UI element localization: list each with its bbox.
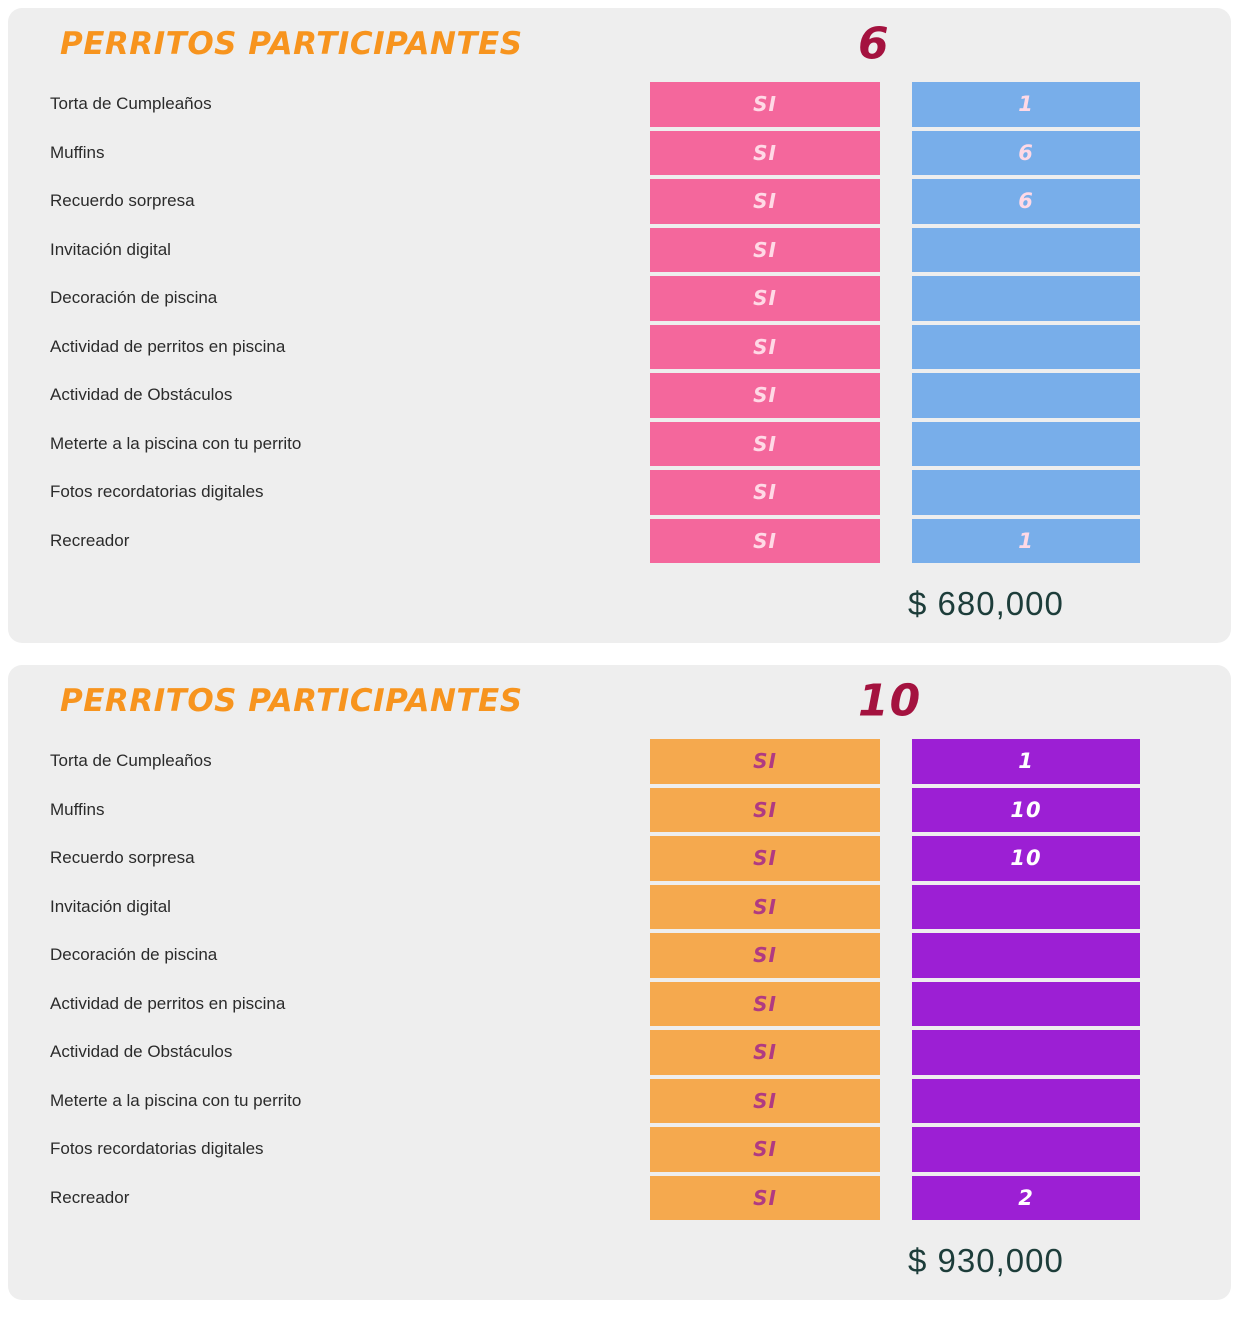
package-panel-6 xyxy=(8,8,1231,643)
quantity-cell xyxy=(912,1030,1140,1075)
feature-label: Meterte a la piscina con tu perrito xyxy=(50,433,302,453)
quantity-cell xyxy=(912,1079,1140,1124)
table-row xyxy=(8,323,1231,372)
feature-label: Meterte a la piscina con tu perrito xyxy=(50,1090,302,1110)
panel-footer xyxy=(8,1222,1231,1300)
table-row xyxy=(8,834,1231,883)
included-cell: SI xyxy=(650,276,880,321)
feature-label: Fotos recordatorias digitales xyxy=(50,482,264,502)
quantity-cell xyxy=(912,422,1140,467)
table-row xyxy=(8,274,1231,323)
quantity-cell xyxy=(912,325,1140,370)
table-row xyxy=(8,129,1231,178)
panel-header xyxy=(8,8,1231,80)
included-cell: SI xyxy=(650,470,880,515)
quantity-cell: 6 xyxy=(912,179,1140,224)
table-row xyxy=(8,517,1231,566)
table-row xyxy=(8,420,1231,469)
feature-label: Torta de Cumpleaños xyxy=(50,94,212,114)
included-cell: SI xyxy=(650,1176,880,1221)
included-cell: SI xyxy=(650,933,880,978)
feature-label: Decoración de piscina xyxy=(50,288,218,308)
included-cell: SI xyxy=(650,982,880,1027)
table-row xyxy=(8,786,1231,835)
feature-label: Decoración de piscina xyxy=(50,945,218,965)
feature-label: Invitación digital xyxy=(50,896,171,916)
quantity-cell: 1 xyxy=(912,739,1140,784)
included-cell: SI xyxy=(650,131,880,176)
included-cell: SI xyxy=(650,325,880,370)
feature-label: Recreador xyxy=(50,530,130,550)
quantity-cell: 10 xyxy=(912,788,1140,833)
table-row xyxy=(8,80,1231,129)
panel-title: PERRITOS PARTICIPANTES xyxy=(60,683,523,719)
table-row xyxy=(8,883,1231,932)
table-row xyxy=(8,1125,1231,1174)
included-cell: SI xyxy=(650,373,880,418)
panel-header xyxy=(8,665,1231,737)
feature-label: Torta de Cumpleaños xyxy=(50,751,212,771)
quantity-cell xyxy=(912,982,1140,1027)
feature-label: Fotos recordatorias digitales xyxy=(50,1139,264,1159)
feature-label: Actividad de Obstáculos xyxy=(50,1042,233,1062)
package-panel-10 xyxy=(8,665,1231,1300)
quantity-cell xyxy=(912,1127,1140,1172)
table-row xyxy=(8,1077,1231,1126)
included-cell: SI xyxy=(650,1079,880,1124)
included-cell: SI xyxy=(650,179,880,224)
table-row xyxy=(8,468,1231,517)
table-row xyxy=(8,371,1231,420)
feature-label: Invitación digital xyxy=(50,239,171,259)
table-row xyxy=(8,980,1231,1029)
quantity-cell xyxy=(912,373,1140,418)
table-row xyxy=(8,177,1231,226)
quantity-cell: 2 xyxy=(912,1176,1140,1221)
included-cell: SI xyxy=(650,885,880,930)
panel-title: PERRITOS PARTICIPANTES xyxy=(60,26,523,62)
participant-count: 6 xyxy=(858,18,890,70)
included-cell: SI xyxy=(650,1030,880,1075)
feature-label: Actividad de perritos en piscina xyxy=(50,336,286,356)
quantity-cell: 1 xyxy=(912,82,1140,127)
included-cell: SI xyxy=(650,788,880,833)
quantity-cell xyxy=(912,276,1140,321)
feature-label: Recuerdo sorpresa xyxy=(50,191,195,211)
total-price: $ 930,000 xyxy=(908,1242,1064,1279)
included-cell: SI xyxy=(650,82,880,127)
feature-label: Actividad de Obstáculos xyxy=(50,385,233,405)
table-row xyxy=(8,1174,1231,1223)
quantity-cell: 1 xyxy=(912,519,1140,564)
quantity-cell xyxy=(912,228,1140,273)
quantity-cell: 10 xyxy=(912,836,1140,881)
participant-count: 10 xyxy=(858,675,922,727)
quantity-cell: 6 xyxy=(912,131,1140,176)
table-row xyxy=(8,737,1231,786)
feature-label: Muffins xyxy=(50,142,105,162)
feature-label: Actividad de perritos en piscina xyxy=(50,993,286,1013)
feature-label: Recuerdo sorpresa xyxy=(50,848,195,868)
feature-rows xyxy=(8,737,1231,1222)
feature-label: Recreador xyxy=(50,1187,130,1207)
included-cell: SI xyxy=(650,836,880,881)
included-cell: SI xyxy=(650,739,880,784)
quantity-cell xyxy=(912,885,1140,930)
table-row xyxy=(8,1028,1231,1077)
table-row xyxy=(8,931,1231,980)
panel-footer xyxy=(8,565,1231,643)
feature-label: Muffins xyxy=(50,799,105,819)
included-cell: SI xyxy=(650,519,880,564)
quantity-cell xyxy=(912,933,1140,978)
included-cell: SI xyxy=(650,422,880,467)
included-cell: SI xyxy=(650,1127,880,1172)
quantity-cell xyxy=(912,470,1140,515)
included-cell: SI xyxy=(650,228,880,273)
table-row xyxy=(8,226,1231,275)
total-price: $ 680,000 xyxy=(908,585,1064,622)
feature-rows xyxy=(8,80,1231,565)
